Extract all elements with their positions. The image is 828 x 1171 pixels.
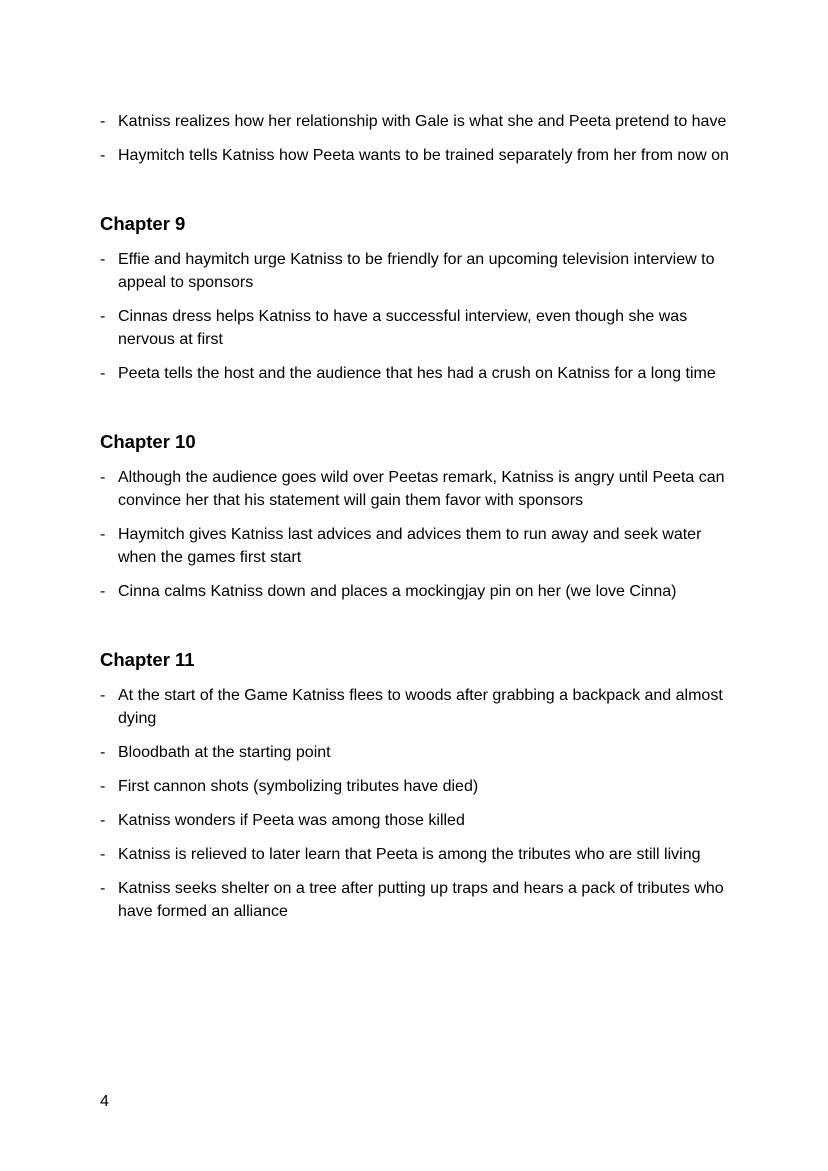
page-number: 4 — [100, 1093, 109, 1110]
list-item-text: Cinnas dress helps Katniss to have a successful interview, even though she was nervous at first — [118, 308, 688, 348]
list-item — [100, 110, 730, 133]
bullet-dash: - — [100, 880, 106, 897]
chapter-9-section — [100, 212, 730, 385]
chapter-heading: Chapter 9 — [100, 213, 186, 234]
list-item-text: Cinna calms Katniss down and places a mockingjay pin on her (we love Cinna) — [118, 583, 677, 600]
chapter-11-bullet-list — [100, 684, 730, 923]
list-item — [100, 248, 730, 294]
bullet-dash: - — [100, 687, 106, 704]
bullet-dash: - — [100, 778, 106, 795]
chapter-heading: Chapter 11 — [100, 649, 195, 670]
bullet-dash: - — [100, 147, 106, 164]
bullet-dash: - — [100, 526, 106, 543]
list-item-text: Peeta tells the host and the audience that hes had a crush on Katniss for a long time — [118, 365, 716, 382]
list-item-text: Effie and haymitch urge Katniss to be friendly for an upcoming television interview to appeal to sponsors — [118, 251, 715, 291]
list-item-text: Katniss realizes how her relationship with Gale is what she and Peeta pretend to have — [118, 113, 727, 130]
chapter-heading: Chapter 10 — [100, 431, 196, 452]
list-item — [100, 580, 730, 603]
list-item — [100, 523, 730, 569]
chapter-9-bullet-list — [100, 248, 730, 385]
bullet-dash: - — [100, 469, 106, 486]
list-item-text: Katniss is relieved to later learn that Peeta is among the tributes who are still living — [118, 846, 701, 863]
list-item-text: Haymitch tells Katniss how Peeta wants to be trained separately from her from now on — [118, 147, 729, 164]
bullet-dash: - — [100, 744, 106, 761]
list-item — [100, 843, 730, 866]
list-item-text: First cannon shots (symbolizing tributes have died) — [118, 778, 479, 795]
bullet-dash: - — [100, 365, 106, 382]
list-item — [100, 684, 730, 730]
list-item-text: Bloodbath at the starting point — [118, 744, 331, 761]
list-item — [100, 877, 730, 923]
list-item — [100, 305, 730, 351]
list-item — [100, 466, 730, 512]
bullet-dash: - — [100, 583, 106, 600]
bullet-dash: - — [100, 113, 106, 130]
list-item — [100, 809, 730, 832]
list-item-text: Katniss wonders if Peeta was among those killed — [118, 812, 465, 829]
list-item-text: Katniss seeks shelter on a tree after putting up traps and hears a pack of tributes who have formed an alliance — [118, 880, 724, 920]
list-item — [100, 144, 730, 167]
chapter-10-section — [100, 430, 730, 603]
bullet-dash: - — [100, 812, 106, 829]
list-item — [100, 775, 730, 798]
bullet-dash: - — [100, 308, 106, 325]
page-content — [100, 110, 730, 923]
bullet-dash: - — [100, 251, 106, 268]
chapter-11-section — [100, 648, 730, 923]
intro-bullet-list — [100, 110, 730, 167]
list-item-text: At the start of the Game Katniss flees to woods after grabbing a backpack and almost dying — [118, 687, 723, 727]
list-item-text: Haymitch gives Katniss last advices and advices them to run away and seek water when the games first start — [118, 526, 702, 566]
list-item — [100, 741, 730, 764]
list-item-text: Although the audience goes wild over Peetas remark, Katniss is angry until Peeta can convince her that his statement will gain them favor with sponsors — [118, 469, 725, 509]
bullet-dash: - — [100, 846, 106, 863]
chapter-10-bullet-list — [100, 466, 730, 603]
list-item — [100, 362, 730, 385]
